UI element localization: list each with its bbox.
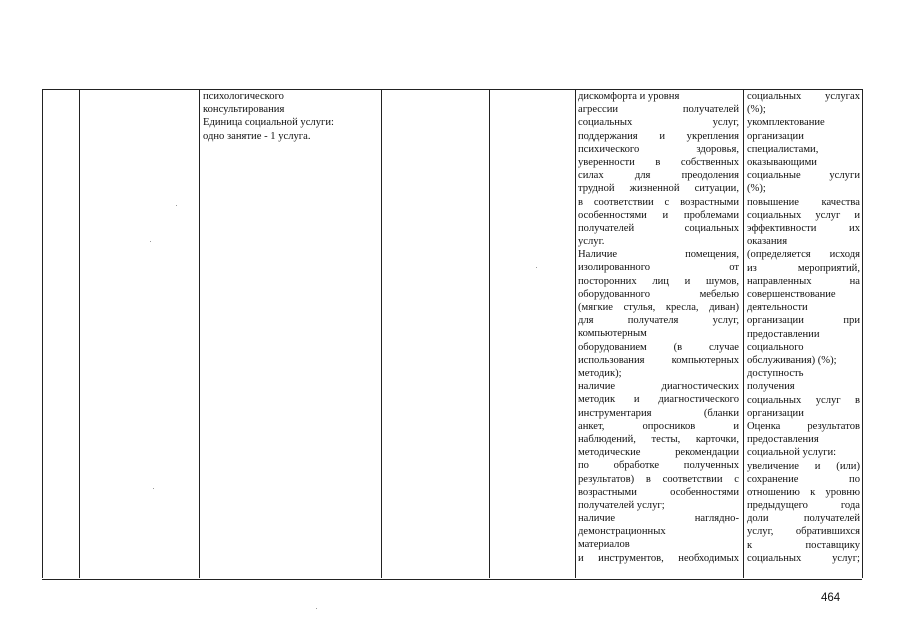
text-line: трудной жизненной ситуации, bbox=[578, 183, 739, 195]
text-line: одно занятие - 1 услуга. bbox=[203, 130, 311, 142]
text-line: силах для преодоления bbox=[578, 170, 739, 182]
text-line: специалистами, bbox=[747, 143, 819, 155]
text-line: доступность bbox=[747, 368, 804, 380]
text-line: уверенности в собственных bbox=[578, 156, 739, 168]
column-border-8 bbox=[862, 89, 863, 578]
text-line: социальных услуг, bbox=[578, 117, 739, 129]
column-border-3 bbox=[199, 89, 200, 578]
text-line: социальных услугах bbox=[747, 91, 860, 102]
text-line: методические рекомендации bbox=[578, 447, 739, 459]
text-line: из мероприятий, bbox=[747, 262, 860, 274]
text-line: (%); bbox=[747, 104, 766, 116]
text-line: дискомфорта и уровня bbox=[578, 91, 680, 102]
text-line: сохранение по bbox=[747, 473, 860, 485]
column-border-4 bbox=[381, 89, 382, 578]
conditions-cell bbox=[578, 90, 739, 565]
text-line: инструментария (бланки bbox=[578, 407, 739, 419]
text-line: социальных услуг; bbox=[747, 552, 860, 564]
text-line: оказания bbox=[747, 236, 788, 248]
text-line: для получателя услуг, bbox=[578, 315, 739, 327]
text-line: наличие наглядно- bbox=[578, 513, 739, 525]
text-line: организации bbox=[747, 407, 804, 419]
text-line: доли получателей bbox=[747, 513, 860, 525]
text-line: социальные услуги bbox=[747, 170, 860, 182]
text-line: Единица социальной услуги: bbox=[203, 117, 334, 129]
text-line: наличие диагностических bbox=[578, 381, 739, 393]
text-line: направленных на bbox=[747, 275, 860, 287]
scan-speck bbox=[316, 608, 317, 609]
page-number: 464 bbox=[821, 592, 841, 604]
text-line: (определяется исходя bbox=[747, 249, 860, 261]
text-line: предыдущего года bbox=[747, 500, 860, 512]
text-line: услуг. bbox=[578, 236, 605, 248]
text-line: по обработке полученных bbox=[578, 460, 739, 472]
text-line: услуг, обратившихся bbox=[747, 526, 860, 538]
text-line: организации bbox=[747, 130, 804, 142]
text-line: социальной услуги: bbox=[747, 447, 837, 459]
column-border-2 bbox=[79, 89, 80, 578]
column-border-1 bbox=[42, 89, 43, 578]
column-border-7 bbox=[743, 89, 744, 578]
text-line: наблюдений, тесты, карточки, bbox=[578, 433, 739, 445]
service-name-cell bbox=[203, 90, 378, 143]
text-line: деятельности bbox=[747, 302, 808, 314]
text-line: методик); bbox=[578, 367, 622, 379]
table-frame bbox=[42, 89, 862, 580]
scan-speck bbox=[536, 267, 537, 268]
text-line: (%); bbox=[747, 183, 766, 195]
text-line: демонстрационных bbox=[578, 526, 666, 538]
text-line: возрастными особенностями bbox=[578, 486, 739, 498]
scan-speck bbox=[153, 488, 154, 489]
text-line: анкет, опросников и bbox=[578, 420, 739, 432]
text-line: оказывающими bbox=[747, 157, 817, 168]
text-line: психического здоровья, bbox=[578, 143, 739, 155]
text-line: получателей услуг; bbox=[578, 499, 665, 511]
text-line: материалов bbox=[578, 539, 630, 551]
text-line: эффективности их bbox=[747, 222, 860, 234]
text-line: особенностями и проблемами bbox=[578, 209, 739, 221]
text-line: предоставления bbox=[747, 434, 819, 446]
scan-speck bbox=[150, 241, 151, 242]
scan-speck bbox=[176, 205, 177, 206]
column-border-6 bbox=[575, 89, 576, 578]
text-line: консультирования bbox=[203, 104, 285, 116]
text-line: обслуживания) (%); bbox=[747, 354, 837, 366]
text-line: организации при bbox=[747, 315, 860, 327]
text-line: методик и диагностического bbox=[578, 394, 739, 406]
text-line: поддержания и укрепления bbox=[578, 130, 739, 142]
text-line: социальных услуг в bbox=[747, 394, 860, 406]
indicators-cell bbox=[747, 90, 860, 565]
text-line: агрессии получателей bbox=[578, 104, 739, 116]
text-line: увеличение и (или) bbox=[747, 460, 860, 472]
text-line: изолированного от bbox=[578, 262, 739, 274]
column-border-5 bbox=[489, 89, 490, 578]
text-line: результатов) в соответствии с bbox=[578, 473, 739, 485]
text-line: Оценка результатов bbox=[747, 420, 860, 432]
text-line: отношению к уровню bbox=[747, 486, 860, 498]
text-line: использования компьютерных bbox=[578, 354, 739, 366]
text-line: психологического bbox=[203, 91, 284, 102]
text-line: в соответствии с возрастными bbox=[578, 196, 739, 208]
text-line: получения bbox=[747, 381, 795, 393]
text-line: к поставщику bbox=[747, 539, 860, 551]
text-line: социальных услуг и bbox=[747, 209, 860, 221]
text-line: получателей социальных bbox=[578, 222, 739, 234]
text-line: социального bbox=[747, 341, 804, 353]
text-line: укомплектование bbox=[747, 117, 825, 129]
text-line: компьютерным bbox=[578, 328, 647, 340]
text-line: совершенствование bbox=[747, 288, 836, 300]
text-line: Наличие помещения, bbox=[578, 249, 739, 261]
text-line: предоставлении bbox=[747, 328, 820, 340]
text-line: оборудованного мебелью bbox=[578, 288, 739, 300]
text-line: (мягкие стулья, кресла, диван) bbox=[578, 302, 739, 314]
text-line: и инструментов, необходимых bbox=[578, 552, 739, 564]
text-line: повышение качества bbox=[747, 196, 860, 208]
text-line: оборудованием (в случае bbox=[578, 341, 739, 353]
text-line: посторонних лиц и шумов, bbox=[578, 275, 739, 287]
